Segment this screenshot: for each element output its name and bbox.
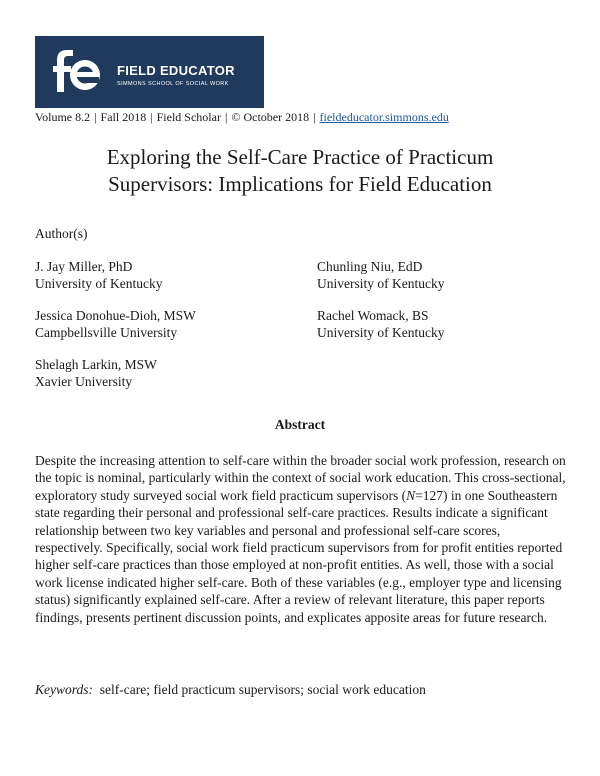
author-name: Jessica Donohue-Dioh, MSW: [35, 308, 196, 323]
abstract-heading: Abstract: [274, 417, 326, 432]
author-affiliation: Campbellsville University: [35, 325, 178, 340]
author-block: [35, 356, 157, 390]
author-name: Shelagh Larkin, MSW: [35, 357, 157, 372]
brand-subtitle: SIMMONS SCHOOL OF SOCIAL WORK: [117, 81, 229, 87]
title-line: Supervisors: Implications for Field Education: [108, 172, 492, 196]
brand-name: FIELD EDUCATOR: [117, 63, 235, 78]
author-affiliation: University of Kentucky: [317, 276, 445, 291]
author-name: Chunling Niu, EdD: [317, 259, 423, 274]
author-block: [35, 258, 162, 292]
keywords-value: self-care; field practicum supervisors; social work education: [99, 682, 426, 697]
author-affiliation: Xavier University: [35, 374, 133, 389]
separator: |: [224, 110, 228, 124]
author-affiliation: University of Kentucky: [35, 276, 163, 291]
issue: Fall 2018: [100, 110, 147, 124]
abstract-paragraph: [35, 452, 567, 626]
abstract-text: =127) in one Southeastern state regarding their personal and professional self-care practices. Results indicate a significant relationship between two key variables and personal and professional self-care scores, respectively. Specifically, social work field practicum supervisors from for profit entities reported higher self-care practices than those employed at non-profit entities. As well, those with a social work license indicated higher self-care. Both of these variables (e.g., employer type and licensing status) significantly explained self-care. After a review of relevant literature, this paper reports findings, presents pertinent discussion points, and explicates apposite areas for future research.: [35, 487, 563, 625]
sample-size-symbol: N: [406, 487, 416, 503]
field-educator-logo-icon: [51, 48, 103, 94]
authors-label: Author(s): [35, 226, 88, 241]
keywords: [35, 682, 567, 698]
separator: |: [150, 110, 153, 124]
journal-banner: [35, 36, 264, 108]
separator: |: [313, 110, 316, 124]
copyright: © October 2018: [231, 110, 310, 124]
author-block: [317, 307, 444, 341]
title-line: Exploring the Self-Care Practice of Practicum: [106, 145, 494, 169]
author-affiliation: University of Kentucky: [317, 325, 445, 340]
abstract-body: [35, 452, 567, 626]
author-name: Rachel Womack, BS: [317, 308, 429, 323]
author-block: [35, 307, 196, 341]
article-type: Field Scholar: [156, 110, 221, 124]
abstract-text: Despite the increasing attention to self-care within the broader social work profession, research on the topic is nominal, particularly within the context of social work education. This cross-sectional, exploratory study surveyed social work field practicum supervisors (: [35, 453, 566, 503]
author-block: [317, 258, 444, 292]
journal-link[interactable]: fieldeducator.simmons.edu: [319, 110, 449, 124]
volume: Volume 8.2: [35, 110, 91, 124]
author-name: J. Jay Miller, PhD: [35, 259, 133, 274]
publication-meta: [35, 110, 565, 125]
keywords-label: Keywords: [35, 682, 89, 697]
paper-title: [30, 144, 570, 198]
keywords-colon: :: [88, 682, 93, 697]
separator: |: [94, 110, 97, 124]
